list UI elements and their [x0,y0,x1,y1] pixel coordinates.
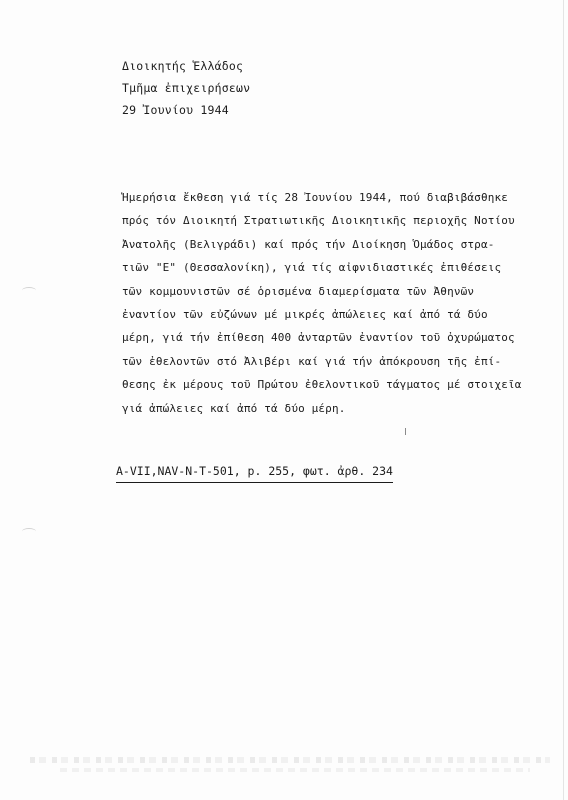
page-edge-line [563,0,564,800]
header-department: Τμῆμα ἐπιχειρήσεων [122,81,251,95]
punch-hole-mark [22,528,36,535]
paragraph-line: θεσης ἐκ μέρους τοῦ Πρώτου ἐθελοντικοῦ τάγματος μέ στοιχεῖα [122,378,522,392]
scan-artifact [60,768,530,772]
punch-hole-mark [22,287,36,294]
header-sender: Διοικητής Ἑλλάδος [122,59,244,73]
header-date: 29 Ἰουνίου 1944 [122,103,229,117]
document-header [122,55,250,121]
paragraph-line: μέρη, γιά τήν ἐπίθεση 400 ἀνταρτῶν ἐναντίον τοῦ ὀχυρώματος [122,331,515,345]
stray-mark [405,428,406,435]
paragraph-line: πρός τόν Διοικητή Στρατιωτικῆς Διοικητικῆς περιοχῆς Νοτίου [122,214,515,228]
paragraph-line: Ἀνατολῆς (Βελιγράδι) καί πρός τήν Διοίκηση Ὁμάδος στρα- [122,237,495,251]
paragraph-line: ἐναντίον τῶν εὐζώνων μέ μικρές ἀπώλειες καί ἀπό τά δύο [122,308,488,322]
paragraph-line: τῶν ἐθελοντῶν στό Ἀλιβέρι καί γιά τήν ἀπόκρουση τῆς ἐπί- [122,354,502,368]
scan-artifact [30,757,550,763]
paragraph-line: τιῶν "Ε" (Θεσσαλονίκη), γιά τίς αἰφνιδιαστικές ἐπιθέσεις [122,261,502,275]
paragraph-line: τῶν κομμουνιστῶν σέ ὁρισμένα διαμερίσματα τῶν Ἀθηνῶν [122,284,475,298]
paragraph-line: γιά ἀπώλειες καί ἀπό τά δύο μέρη. [122,401,346,415]
paragraph-line: Ἡμερήσια ἔκθεση γιά τίς 28 Ἰουνίου 1944, πού διαβιβάσθηκε [122,191,509,204]
report-paragraph [122,186,542,420]
archive-reference: A-VII,NAV-N-T-501, p. 255, φωτ. ἀρθ. 234 [116,462,393,483]
